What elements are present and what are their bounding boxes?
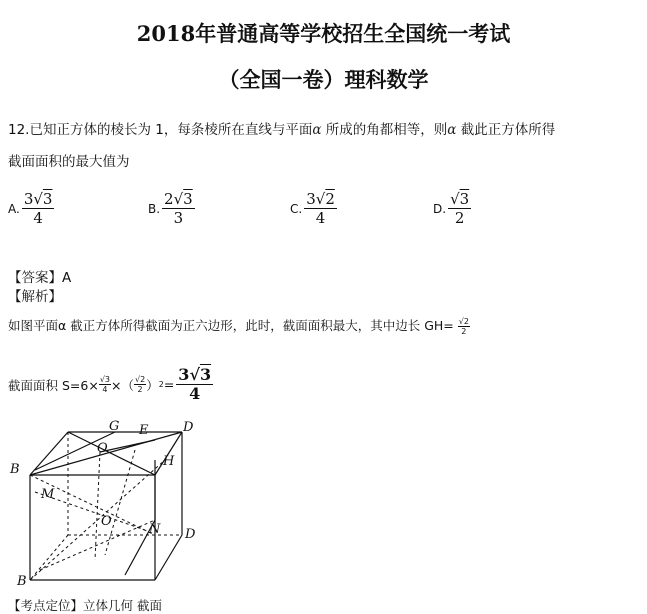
option-fraction: $\frac{3√2}{4}$	[306, 190, 335, 227]
answer-value: A	[62, 270, 72, 286]
question-line-2: 截面面积的最大值为	[8, 154, 130, 170]
option-label: A.	[8, 201, 20, 216]
label-m: M	[41, 487, 55, 502]
label-e: E	[139, 423, 149, 438]
question-line-1	[8, 118, 555, 138]
label-o1: O	[97, 441, 108, 456]
option-label: C.	[290, 201, 303, 216]
answer-line	[8, 266, 71, 286]
cube-figure	[5, 420, 210, 595]
label-h: H	[163, 454, 175, 469]
result-fraction: $\frac{3√3}{4}$	[178, 365, 212, 403]
label-n: N	[149, 522, 161, 537]
gh-fraction: $\frac{√2}{2}$	[458, 317, 469, 336]
analysis-label: 【解析】	[8, 289, 62, 305]
option-a	[8, 190, 54, 227]
s-fraction: $\frac{√3}{4}$	[99, 375, 111, 394]
knowledge-label: 【考点定位】	[8, 598, 84, 613]
question-number: 12.	[8, 122, 30, 138]
knowledge-line	[8, 596, 162, 614]
alpha-symbol: α	[312, 122, 322, 138]
title-line-2: （全国一卷）理科数学	[218, 67, 429, 92]
question-text-2: 所成的角都相等，则	[321, 122, 448, 138]
p-fraction: $\frac{√2}{2}$	[135, 375, 146, 394]
knowledge-value: 立体几何 截面	[83, 598, 162, 613]
alpha-symbol: α	[447, 122, 457, 138]
label-b: B	[17, 574, 27, 589]
label-g: G	[109, 420, 120, 434]
option-d	[433, 190, 471, 227]
answer-label: 【答案】	[8, 270, 62, 286]
option-fraction: $\frac{2√3}{3}$	[164, 190, 193, 227]
label-b1: B	[10, 462, 20, 477]
analysis-line-2: 截面面积 S=6× $\frac{√3}{4}$ ×（ $\frac{√2}{2}$ ） 2 = $\frac{3√3}{4}$	[8, 365, 212, 403]
option-b	[148, 190, 195, 227]
option-c	[290, 190, 337, 227]
option-fraction: $\frac{√3}{2}$	[450, 190, 470, 227]
option-fraction: $\frac{3√3}{4}$	[23, 190, 53, 227]
analysis-line-1: 如图平面α 截正方体所得截面为正六边形，此时，截面面积最大，其中边长 GH= $\frac{√2}{2}$	[8, 317, 469, 336]
label-d: D	[185, 527, 196, 542]
option-label: B.	[148, 201, 161, 216]
question-text-3: 截此正方体所得	[456, 122, 556, 138]
question-text-1: 已知正方体的棱长为 1，每条棱所在直线与平面	[29, 122, 313, 138]
title-line-1: 2018年普通高等学校招生全国统一考试	[136, 21, 511, 46]
label-o: O	[101, 514, 112, 529]
label-d1: D	[183, 420, 194, 435]
option-label: D.	[433, 201, 447, 216]
